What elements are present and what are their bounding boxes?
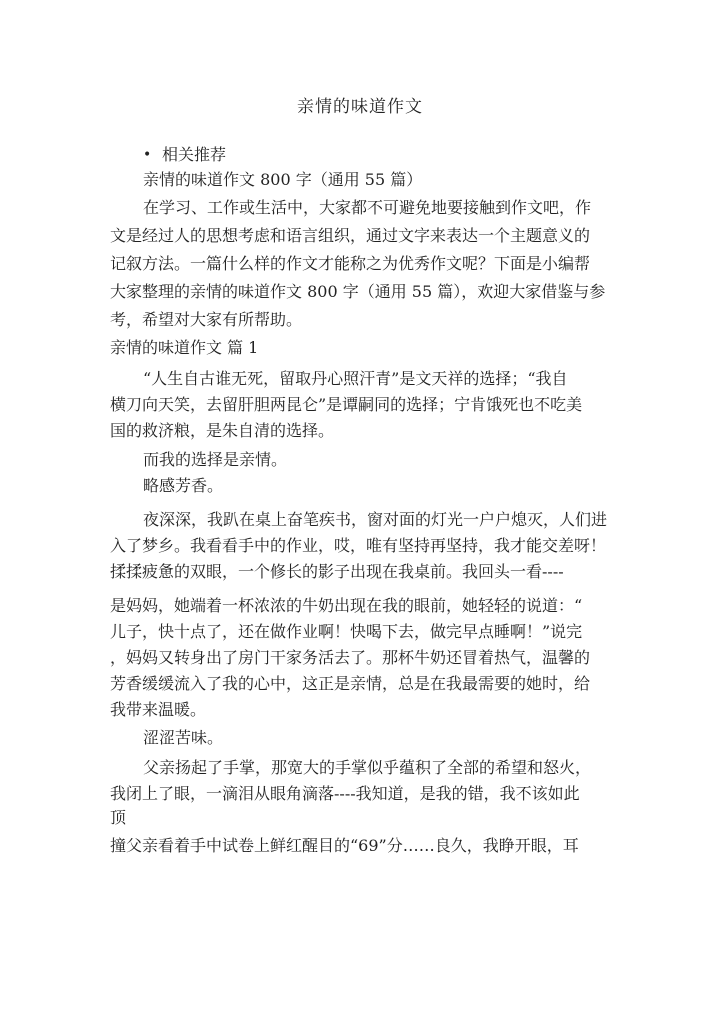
- paragraph-line: 是妈妈，她端着一杯浓浓的牛奶出现在我的眼前，她轻轻的说道：“: [110, 596, 583, 615]
- paragraph-line: 涩涩苦味。: [143, 728, 224, 747]
- paragraph-line: 文是经过人的思想考虑和语言组织，通过文字来表达一个主题意义的: [110, 226, 591, 245]
- bullet-icon: •: [143, 147, 152, 163]
- paragraph-line: 我闭上了眼，一滴泪从眼角滴落----我知道，是我的错，我不该如此: [110, 784, 580, 803]
- paragraph-line: 在学习、工作或生活中，大家都不可避免地要接触到作文吧，作: [143, 198, 592, 217]
- paragraph-line: 考，希望对大家有所帮助。: [110, 310, 303, 329]
- paragraph-line: 而我的选择是亲情。: [143, 450, 288, 469]
- paragraph-line: 大家整理的亲情的味道作文 800 字（通用 55 篇），欢迎大家借鉴与参: [110, 282, 606, 301]
- paragraph-line: 撞父亲看着手中试卷上鲜红醒目的“69”分……良久，我睁开眼，耳: [110, 836, 579, 855]
- paragraph-line: 入了梦乡。我看看手中的作业，哎，唯有坚持再坚持，我才能交差呀！: [110, 536, 607, 555]
- paragraph-line: 芳香缓缓流入了我的心中，这正是亲情，总是在我最需要的她时，给: [110, 674, 591, 693]
- paragraph-line: 横刀向天笑，去留肝胆两昆仑”是谭嗣同的选择；宁肯饿死也不吃美: [110, 395, 583, 414]
- paragraph-line: 顶: [110, 808, 127, 827]
- paragraph-line: 记叙方法。一篇什么样的作文才能称之为优秀作文呢？下面是小编帮: [110, 254, 591, 273]
- paragraph-line: 儿子，快十点了，还在做作业啊！快喝下去，做完早点睡啊！”说完: [110, 622, 583, 641]
- section-heading: 亲情的味道作文 篇 1: [110, 338, 259, 357]
- paragraph-line: 我带来温暖。: [110, 700, 207, 719]
- paragraph-line: 夜深深，我趴在桌上奋笔疾书，窗对面的灯光一户户熄灭，人们进: [143, 510, 608, 529]
- related-recommend-label[interactable]: 相关推荐: [162, 145, 227, 164]
- paragraph-line: “人生自古谁无死，留取丹心照汗青”是文天祥的选择；“我自: [143, 369, 568, 388]
- paragraph-line: ，妈妈又转身出了房门干家务活去了。那杯牛奶还冒着热气，温馨的: [110, 648, 591, 667]
- paragraph-line: 父亲扬起了手掌，那宽大的手掌似乎蕴积了全部的希望和怒火，: [143, 758, 592, 777]
- paragraph-line: 略感芳香。: [143, 476, 224, 495]
- related-article-link[interactable]: 亲情的味道作文 800 字（通用 55 篇）: [143, 170, 423, 189]
- paragraph-line: 国的救济粮，是朱自清的选择。: [110, 421, 335, 440]
- document-title: 亲情的味道作文: [297, 97, 423, 117]
- paragraph-line: 揉揉疲惫的双眼，一个修长的影子出现在我桌前。我回头一看----: [110, 562, 564, 581]
